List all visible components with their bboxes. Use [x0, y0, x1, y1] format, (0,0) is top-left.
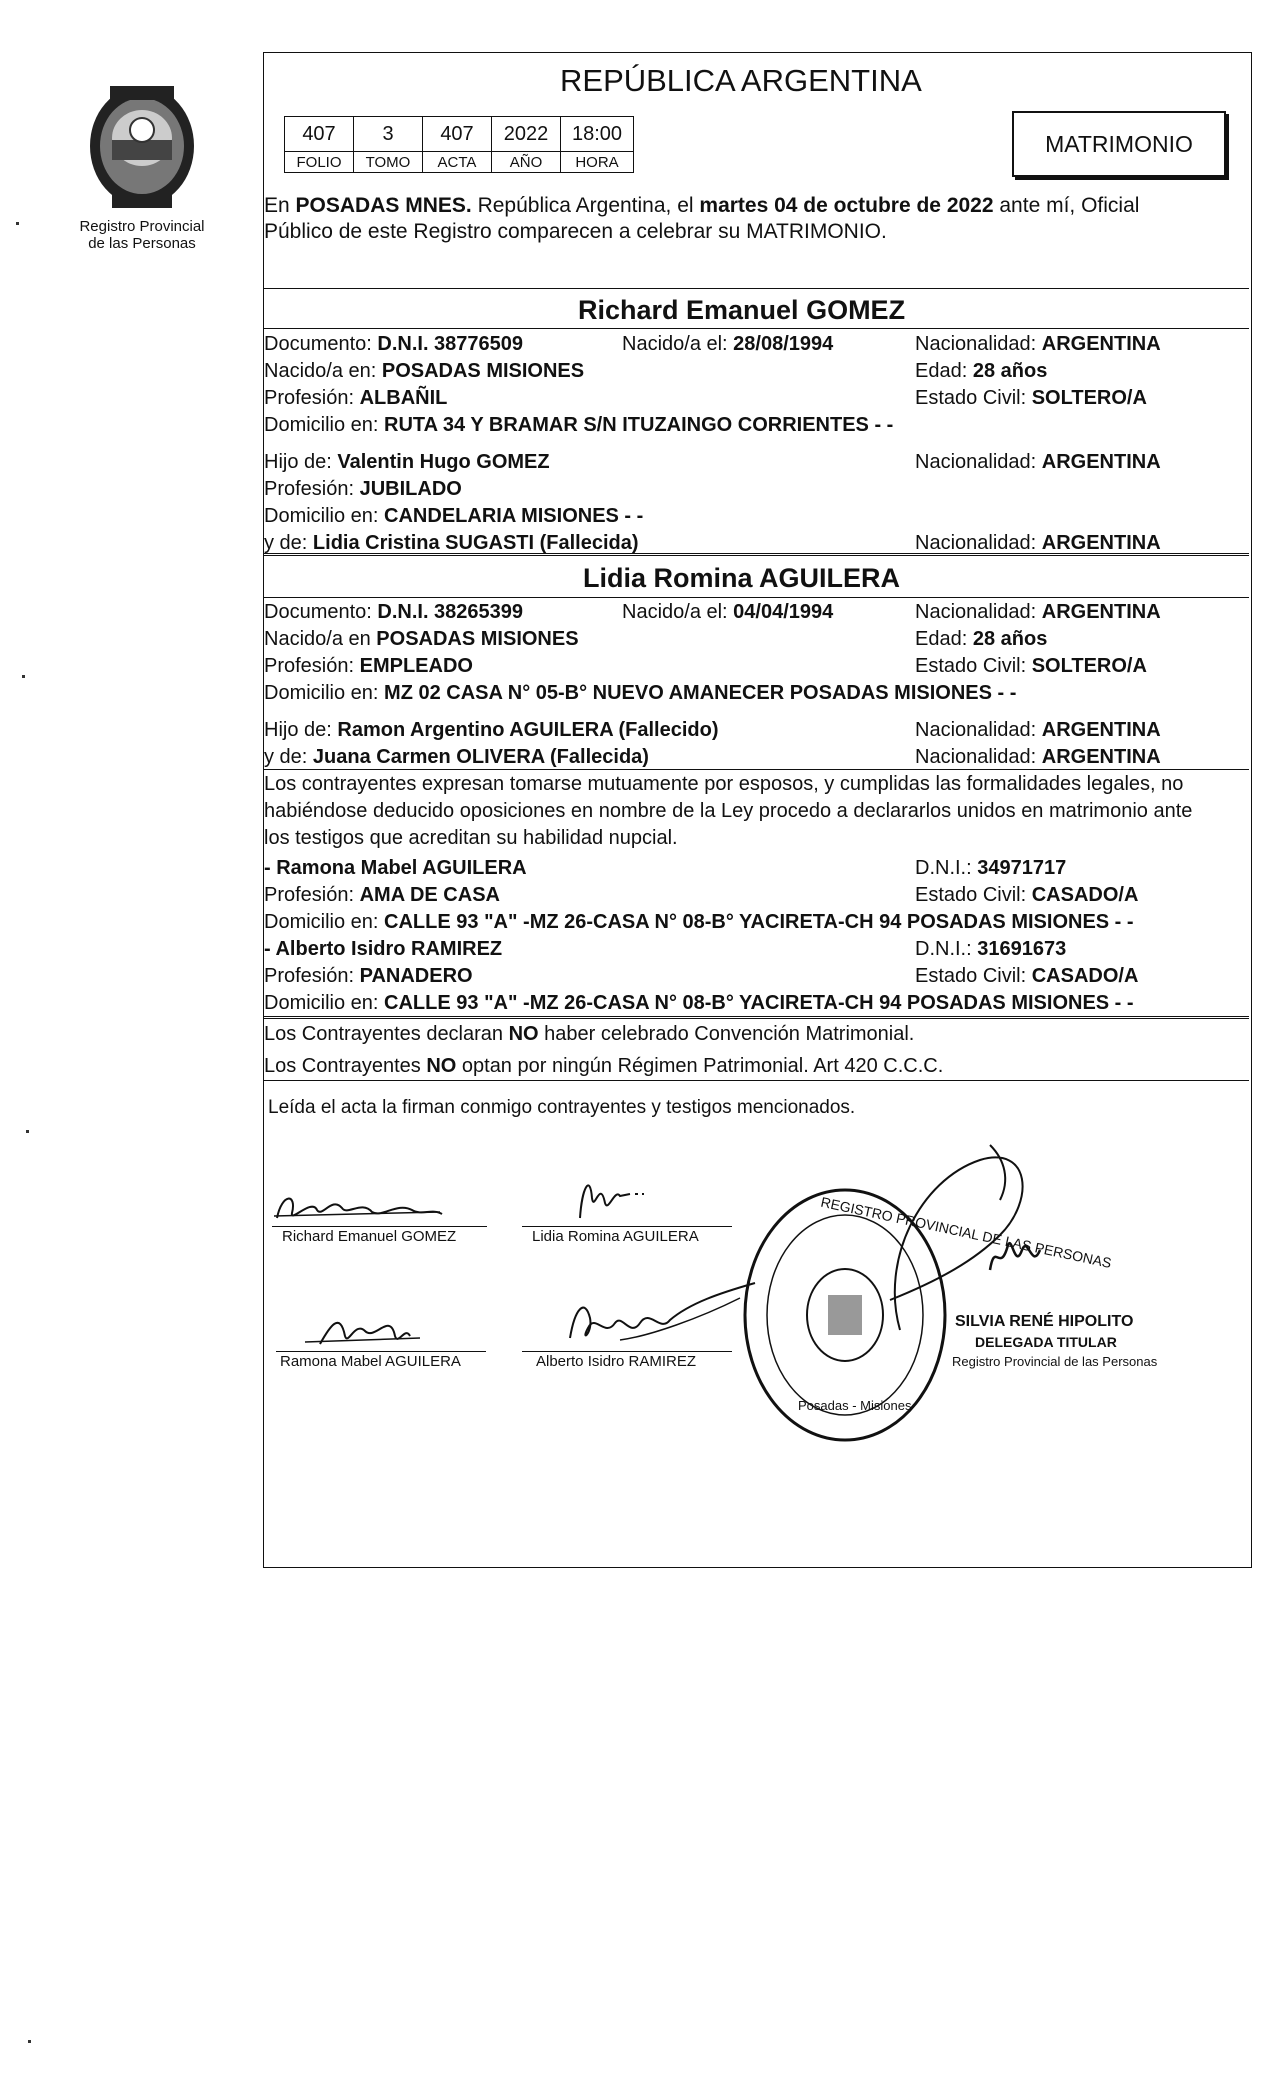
spouse1-mother: y de: Lidia Cristina SUGASTI (Fallecida) — [264, 532, 639, 554]
spouse2-father-nat: Nacionalidad: ARGENTINA — [915, 719, 1161, 741]
witness2-address: Domicilio en: CALLE 93 "A" -MZ 26-CASA N° 08-B° YACIRETA-CH 94 POSADAS MISIONES - - — [264, 992, 1134, 1014]
declaration-line-1: Los contrayentes expresan tomarse mutuamente por esposos, y cumplidas las formalidades legales, no — [264, 773, 1184, 795]
spouse2-birthplace: Nacido/a en POSADAS MISIONES — [264, 628, 579, 650]
closing-text: Leída el acta la firman conmigo contrayentes y testigos mencionados. — [268, 1097, 856, 1118]
intro-text: República Argentina, el — [471, 194, 700, 217]
intro-text: ante mí, Oficial — [993, 194, 1140, 217]
folio-label: FOLIO — [285, 152, 354, 173]
intro-text: En — [264, 194, 296, 217]
declaration-line-2: habiéndose deducido oposiciones en nombre de la Ley procedo a declararlos unidos en matrimonio ante — [264, 800, 1193, 822]
spouse2-father: Hijo de: Ramon Argentino AGUILERA (Fallecido) — [264, 719, 719, 741]
spouse2-nat: Nacionalidad: ARGENTINA — [915, 601, 1161, 623]
margin-mark — [28, 2040, 31, 2043]
signer-2: Lidia Romina AGUILERA — [532, 1228, 699, 1245]
margin-mark — [16, 222, 19, 225]
spouse2-address: Domicilio en: MZ 02 CASA N° 05-B° NUEVO AMANECER POSADAS MISIONES - - — [264, 682, 1017, 704]
provincial-seal-logo — [82, 78, 202, 213]
witness1-name: - Ramona Mabel AGUILERA — [264, 857, 527, 879]
spouse2-profession: Profesión: EMPLEADO — [264, 655, 473, 677]
register-table — [284, 116, 634, 173]
act-type-label: MATRIMONIO — [1045, 131, 1193, 157]
intro-city: POSADAS MNES. — [295, 194, 472, 217]
spouse1-father: Hijo de: Valentin Hugo GOMEZ — [264, 451, 550, 473]
spouse2-mother-nat: Nacionalidad: ARGENTINA — [915, 746, 1161, 768]
signature-line-4 — [522, 1351, 732, 1352]
witness2-profession: Profesión: PANADERO — [264, 965, 473, 987]
spouse1-doc: Documento: D.N.I. 38776509 — [264, 333, 524, 355]
folio-value: 407 — [285, 117, 354, 152]
divider — [264, 288, 1249, 289]
anio-label: AÑO — [492, 152, 561, 173]
signer-1: Richard Emanuel GOMEZ — [282, 1228, 457, 1245]
signature-scribble-2 — [560, 1168, 660, 1226]
intro-line-2: Público de este Registro comparecen a celebrar su MATRIMONIO. — [264, 220, 887, 243]
anio-value: 2022 — [492, 117, 561, 152]
spouse2-civil: Estado Civil: SOLTERO/A — [915, 655, 1147, 677]
margin-mark — [26, 1130, 29, 1133]
witness2-dni: D.N.I.: 31691673 — [915, 938, 1067, 960]
signature-scribble-3 — [300, 1306, 430, 1348]
witness1-civil: Estado Civil: CASADO/A — [915, 884, 1139, 906]
spouse1-birthplace: Nacido/a en: POSADAS MISIONES — [264, 360, 585, 382]
spouse1-profession: Profesión: ALBAÑIL — [264, 387, 448, 409]
official-office: Registro Provincial de las Personas — [952, 1354, 1158, 1369]
acta-label: ACTA — [423, 152, 492, 173]
divider — [264, 328, 1249, 329]
acta-value: 407 — [423, 117, 492, 152]
official-title: DELEGADA TITULAR — [975, 1334, 1117, 1350]
signature-scribble-4 — [560, 1278, 760, 1358]
spouse1-name: Richard Emanuel GOMEZ — [578, 295, 906, 325]
tomo-value: 3 — [354, 117, 423, 152]
hora-label: HORA — [561, 152, 634, 173]
spouse2-born: Nacido/a el: 04/04/1994 — [622, 601, 834, 623]
divider — [264, 597, 1249, 598]
svg-text:Posadas - Misiones: Posadas - Misiones — [798, 1398, 912, 1413]
signer-3: Ramona Mabel AGUILERA — [280, 1353, 461, 1370]
intro-date: martes 04 de octubre de 2022 — [699, 194, 994, 217]
intro-line-1 — [264, 194, 1139, 218]
signature-line-1 — [272, 1226, 487, 1227]
regime-line-1: Los Contrayentes declaran NO haber celebrado Convención Matrimonial. — [264, 1023, 915, 1045]
signature-scribble-1 — [272, 1188, 447, 1226]
seal-caption-line2: de las Personas — [88, 235, 196, 252]
spouse1-born: Nacido/a el: 28/08/1994 — [622, 333, 834, 355]
divider — [264, 1016, 1249, 1021]
witness1-dni: D.N.I.: 34971717 — [915, 857, 1067, 879]
witness2-civil: Estado Civil: CASADO/A — [915, 965, 1139, 987]
spouse1-father-profession: Profesión: JUBILADO — [264, 478, 462, 500]
seal-caption-line1: Registro Provincial — [79, 218, 205, 235]
spouse1-age: Edad: 28 años — [915, 360, 1048, 382]
svg-text:REGISTRO PROVINCIAL DE LAS PER: REGISTRO PROVINCIAL DE LAS PERSONAS — [819, 1193, 1113, 1272]
spouse1-nat: Nacionalidad: ARGENTINA — [915, 333, 1161, 355]
spouse2-doc: Documento: D.N.I. 38265399 — [264, 601, 524, 623]
spouse1-father-nat: Nacionalidad: ARGENTINA — [915, 451, 1161, 473]
tomo-label: TOMO — [354, 152, 423, 173]
spouse1-mother-nat: Nacionalidad: ARGENTINA — [915, 532, 1161, 554]
divider — [264, 553, 1249, 558]
official-name: SILVIA RENÉ HIPOLITO — [955, 1313, 1134, 1330]
spouse1-civil: Estado Civil: SOLTERO/A — [915, 387, 1147, 409]
signature-line-2 — [522, 1226, 732, 1227]
declaration-line-3: los testigos que acreditan su habilidad nupcial. — [264, 827, 678, 849]
regime-line-2: Los Contrayentes NO optan por ningún Régimen Patrimonial. Art 420 C.C.C. — [264, 1055, 944, 1077]
margin-mark — [22, 675, 25, 678]
divider — [264, 1080, 1249, 1081]
spouse2-mother: y de: Juana Carmen OLIVERA (Fallecida) — [264, 746, 649, 768]
spouse1-father-address: Domicilio en: CANDELARIA MISIONES - - — [264, 505, 644, 527]
spouse1-address: Domicilio en: RUTA 34 Y BRAMAR S/N ITUZAINGO CORRIENTES - - — [264, 414, 894, 436]
seal-caption — [62, 218, 222, 252]
witness1-address: Domicilio en: CALLE 93 "A" -MZ 26-CASA N° 08-B° YACIRETA-CH 94 POSADAS MISIONES - - — [264, 911, 1134, 933]
witness2-name: - Alberto Isidro RAMIREZ — [264, 938, 503, 960]
spouse2-name: Lidia Romina AGUILERA — [583, 563, 901, 593]
page-title: REPÚBLICA ARGENTINA — [560, 63, 922, 98]
divider — [264, 769, 1249, 770]
hora-value: 18:00 — [561, 117, 634, 152]
spouse2-age: Edad: 28 años — [915, 628, 1048, 650]
witness1-profession: Profesión: AMA DE CASA — [264, 884, 500, 906]
act-type-box — [1012, 111, 1226, 177]
signer-4: Alberto Isidro RAMIREZ — [536, 1353, 697, 1370]
signature-line-3 — [276, 1351, 486, 1352]
